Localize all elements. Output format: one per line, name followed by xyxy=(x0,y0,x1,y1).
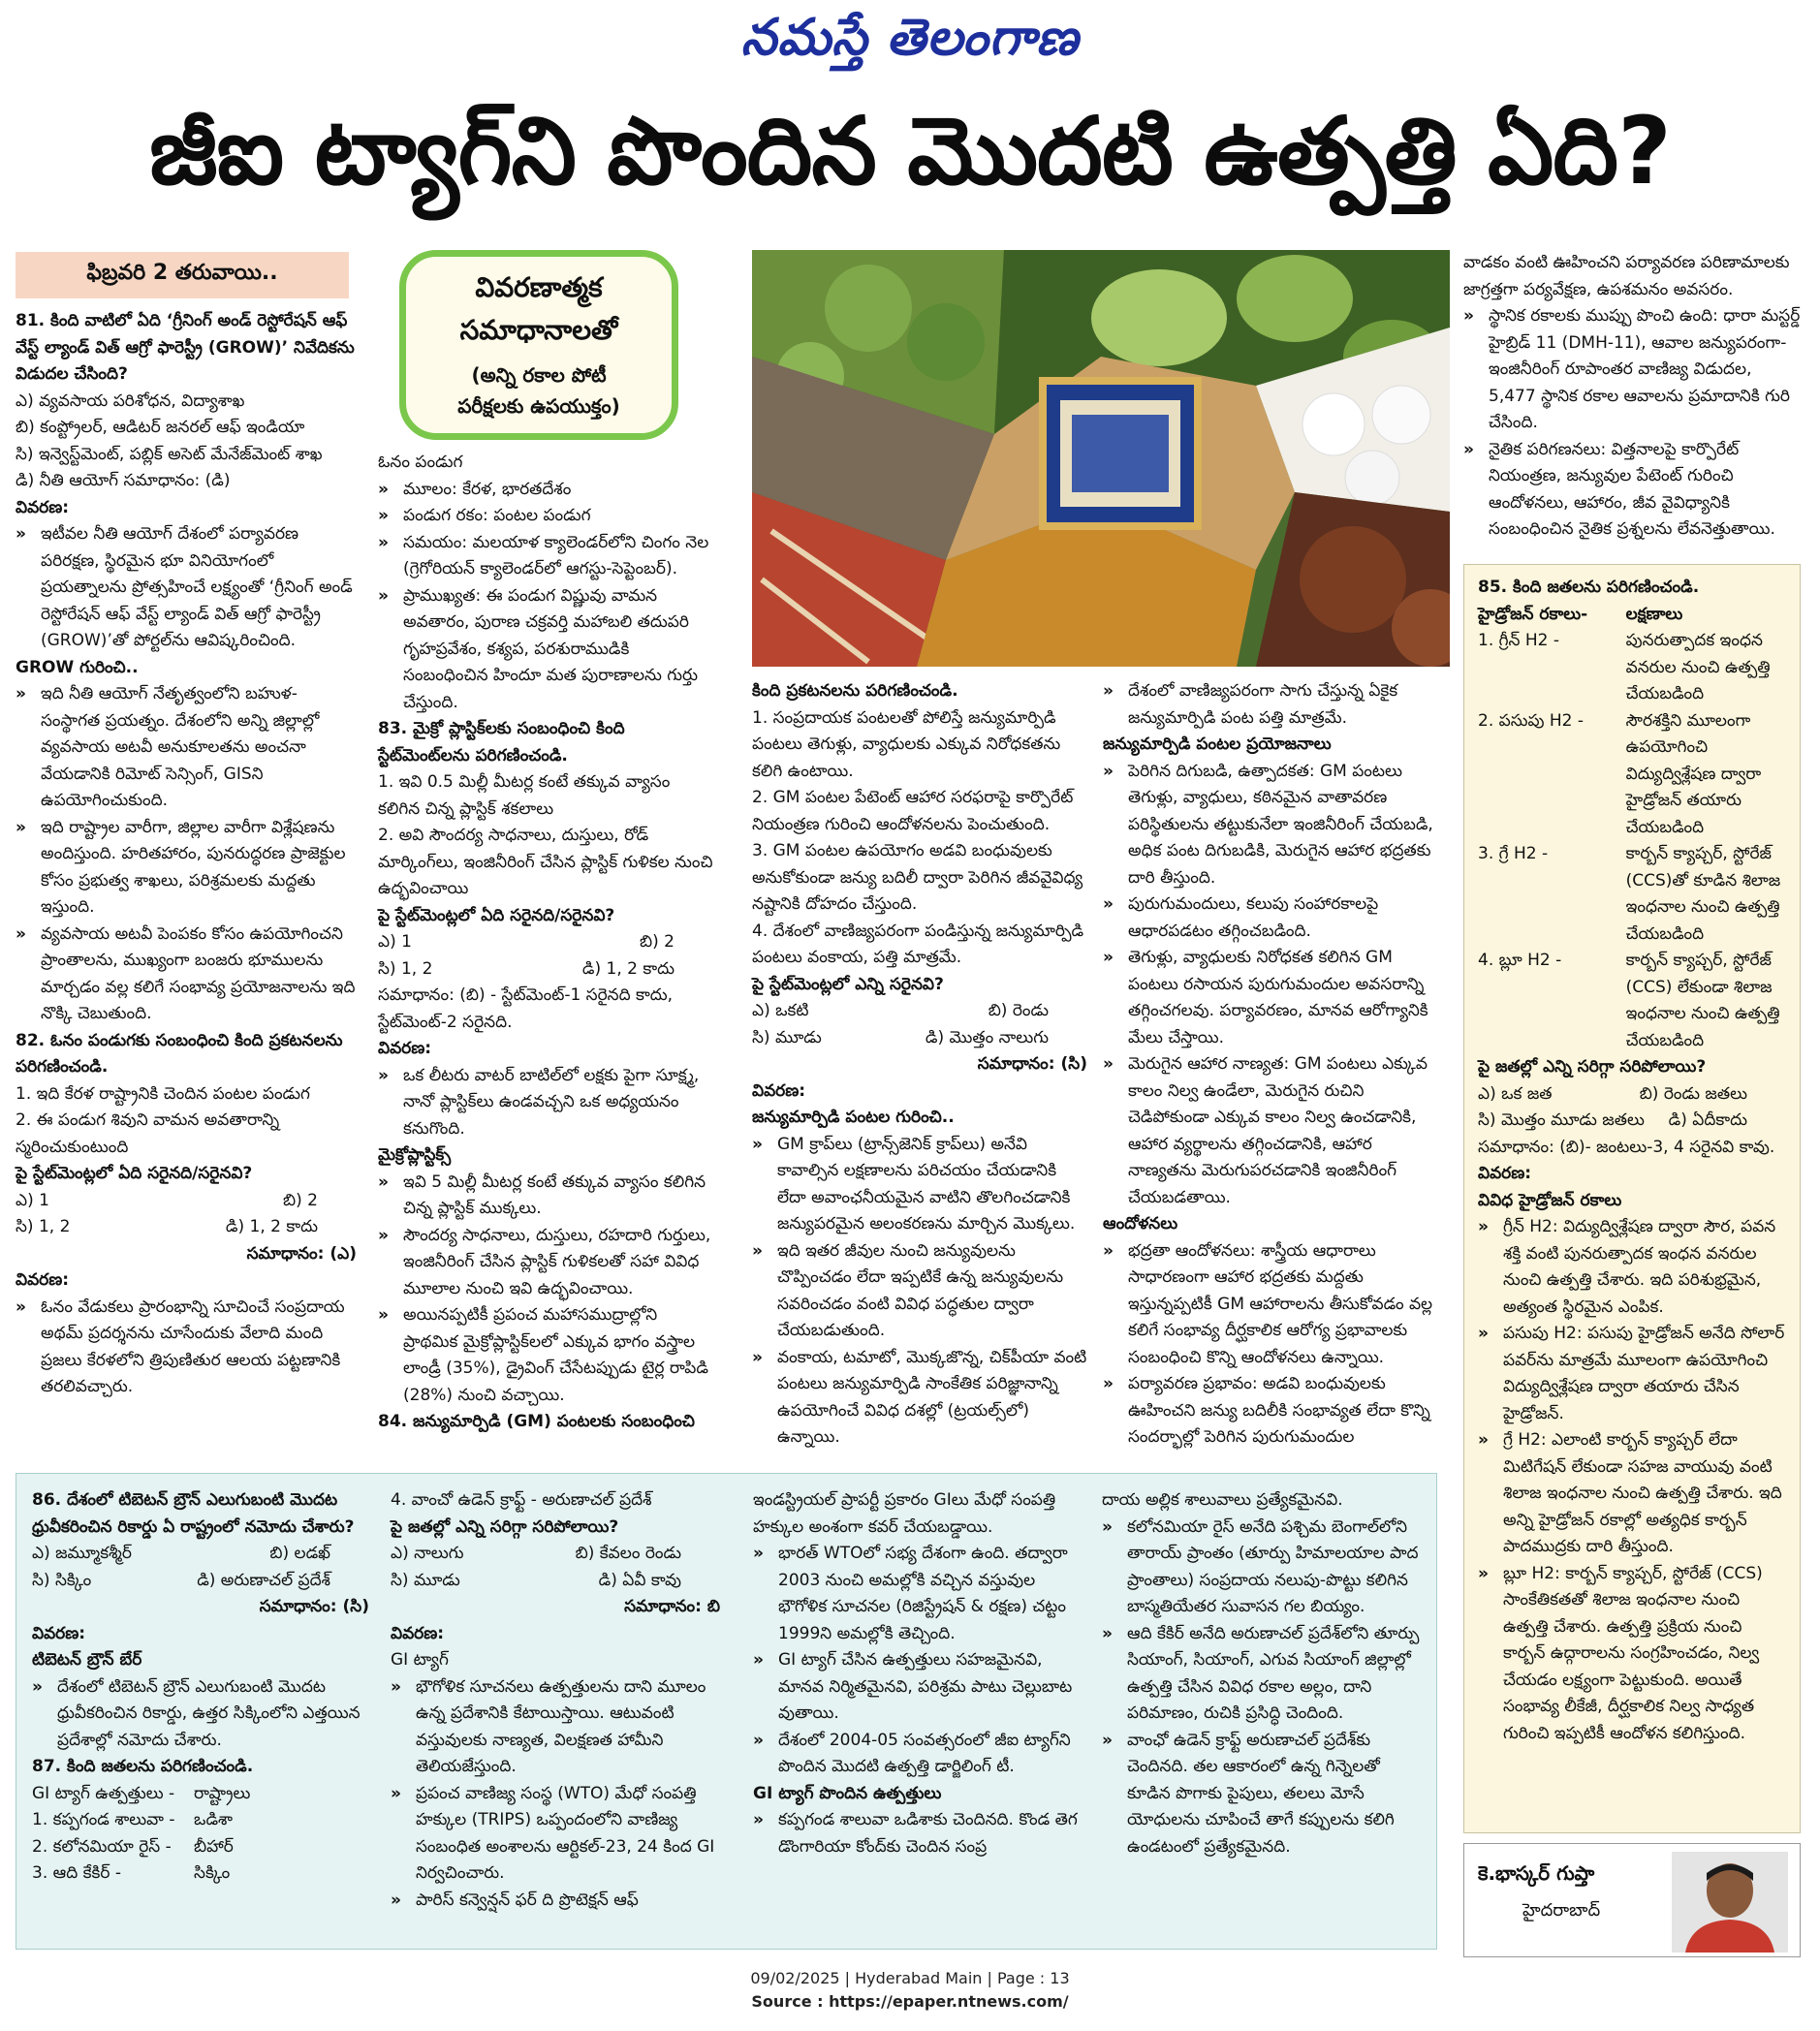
section-heading: వివరణ: xyxy=(752,1080,806,1101)
pair-right: కార్బన్ క్యాప్చర్, స్టోరేజ్ (CCS) లేకుండా శిలాజ ఇంధనాల నుంచి ఉత్పత్తి చేయబడింది xyxy=(1625,951,1780,1050)
masthead-logo: నమస్తే తెలంగాణ xyxy=(740,8,1080,67)
answer-line: సమాధానం: (ఎ) xyxy=(246,1243,357,1264)
answer-options xyxy=(32,1541,369,1568)
option-left: సి) మూడు xyxy=(752,1027,822,1047)
section-heading: వివిధ హైడ్రోజన్ రకాలు xyxy=(1478,1190,1622,1210)
author-box xyxy=(1463,1843,1801,1957)
answer-line: సమాధానం: బి xyxy=(624,1597,720,1616)
option-left: సి) మొత్తం మూడు జతలు xyxy=(1478,1110,1645,1130)
answer-line: సమాధానం: (సి) xyxy=(977,1054,1087,1074)
question-85-content xyxy=(1464,565,1800,1757)
option-right: డి) మొత్తం నాలుగు xyxy=(925,1027,1049,1047)
body-text: ఇండస్ట్రియల్ ప్రాపర్టీ ప్రకారం GIలు మేధో సంపత్తి హక్కుల అంశంగా కవర్ చేయబడ్డాయి. xyxy=(753,1490,1056,1537)
pair-row xyxy=(32,1834,369,1861)
body-text: 2. అవి సౌందర్య సాధనాలు, దుస్తులు, రోడ్ మార్కింగ్‌లు, ఇంజినీరింగ్ చేసిన ప్లాస్టిక్ గుళికల నుంచి ఉద్భవించాయి xyxy=(378,826,713,898)
callout-line1: వివరణాత్మక xyxy=(475,271,603,303)
answer-line: సమాధానం: (సి) xyxy=(259,1597,369,1616)
body-text: సి) ఇన్వెస్ట్‌మెంట్, పబ్లిక్ అసెట్ మేనేజ్‌మెంట్ శాఖ xyxy=(16,444,323,464)
author-name: కె.భాస్కర్ గుప్తా xyxy=(1478,1861,1595,1885)
pair-left: 2. కలోనమియా రైస్ - xyxy=(32,1836,172,1857)
bullet-point: » ప్రాముఖ్యత: ఈ పండుగ విష్ణువు వామన అవతారం, పురాణ చక్రవర్తి మహాబలి తదుపరి గృహప్రవేశం, కశ్యప, పరశురాముడికి సంబంధించిన హిందూ మత పురాణాలను గుర్తు చేస్తుంది. xyxy=(378,583,713,717)
body-text: 4. దేశంలో వాణిజ్యపరంగా పండిస్తున్న జన్యుమార్పిడి పంటలు వంకాయ, పత్తి మాత్రమే. xyxy=(752,921,1084,967)
bullet-point: » పురుగుమందులు, కలుపు సంహారకాలపై ఆధారపడటం తగ్గించబడింది. xyxy=(1103,891,1442,945)
question-text: 87. కింది జతలను పరిగణించండి. xyxy=(32,1757,254,1776)
box-column-2 xyxy=(391,1487,720,1914)
option-right: బి) 2 xyxy=(283,1190,318,1210)
bullet-point: » పర్యావరణ ప్రభావం: అడవి బంధువులకు ఊహించని జన్యు బదిలీకి సంభావ్యత లేదా కొన్ని సందర్భాల్లో పెరిగిన పురుగుమందుల xyxy=(1103,1371,1442,1452)
box-column-3 xyxy=(753,1487,1083,1860)
answer-options xyxy=(752,998,1087,1025)
body-text: ఎ) వ్యవసాయ పరిశోధన, విద్యాశాఖ xyxy=(16,391,245,411)
bullet-point: » దేశంలో వాణిజ్యపరంగా సాగు చేస్తున్న ఏకైక జన్యుమార్పిడి పంట పత్తి మాత్రమే. xyxy=(1103,678,1442,732)
section-heading: వివరణ: xyxy=(391,1623,445,1643)
question-text: 81. కింది వాటిలో ఏది ‘గ్రీనింగ్ అండ్ రెస్టోరేషన్ ఆఫ్ వేస్ట్ ల్యాండ్ విత్ ఆగ్రో ఫారెస్ట్రీ (GROW)’ నివేదికను విడుదల చేసింది? xyxy=(16,311,355,384)
body-text: 4. వాంచో ఉడెన్ క్రాఫ్ట్ - అరుణాచల్ ప్రదేశ్ xyxy=(391,1490,652,1510)
bullet-point: » భౌగోళిక సూచనలు ఉత్పత్తులను దాని మూలం ఉన్న ప్రదేశానికి కేటాయిస్తాయి. ఆటువంటి వస్తువులకు నాణ్యత, విలక్షణత హామీని తెలియజేస్తుంది. xyxy=(391,1674,720,1781)
bullet-point: » పెరిగిన దిగుబడి, ఉత్పాదకత: GM పంటలు తెగుళ్లు, వ్యాధులు, కఠినమైన వాతావరణ పరిస్థితులను తట్టుకునేలా ఇంజినీరింగ్ చేయబడి, అధిక పంట దిగుబడికి, మెరుగైన ఆహార భద్రతకు దారి తీస్తుంది. xyxy=(1103,759,1442,892)
question-text: పై స్టేట్‌మెంట్లలో ఏది సరైనది/సరైనవి? xyxy=(378,905,615,925)
bullet-point: » ఇది రాష్ట్రాల వారీగా, జిల్లాల వారీగా విశ్లేషణను అందిస్తుంది. హరితహారం, పునరుద్ధరణ ప్రాజెక్టుల కోసం ప్రభుత్వ శాఖలు, పరిశ్రమలకు మద్దతు ఇస్తుంది. xyxy=(16,815,357,922)
bullet-point: » ఇది ఇతర జీవుల నుంచి జన్యువులను చొప్పించడం లేదా ఇప్పటికే ఉన్న జన్యువులను సవరించడం వంటి వివిధ పద్ధతుల ద్వారా చేయబడుతుంది. xyxy=(752,1238,1087,1345)
pair-left: హైడ్రోజన్ రకాలు- xyxy=(1478,604,1588,624)
section-heading: వివరణ: xyxy=(32,1623,86,1643)
option-left: సి) 1, 2 xyxy=(378,958,433,979)
bullet-point: » GM క్రాప్‌లు (ట్రాన్స్‌జెనిక్ క్రాప్‌లు) అనేవి కావాల్సిన లక్షణాలను పరిచయం చేయడానికి లేదా అవాంఛనీయమైన వాటిని తొలగించడానికి జన్యుపరమైన అలంకరణను మార్చిన మొక్కలు. xyxy=(752,1132,1087,1238)
question-text: కింది ప్రకటనలను పరిగణించండి. xyxy=(752,681,958,701)
pair-row xyxy=(1478,948,1786,1054)
answer-options xyxy=(16,1214,357,1241)
section-heading: వివరణ: xyxy=(378,1039,432,1058)
section-heading: మైక్రోప్లాస్టిక్స్ xyxy=(378,1145,452,1165)
option-left: ఎ) ఒకటి xyxy=(752,1001,809,1020)
pair-row xyxy=(1478,602,1786,629)
option-right: డి) ఏవీ కావు xyxy=(598,1570,681,1590)
bullet-point: » తెగుళ్లు, వ్యాధులకు నిరోధకత కలిగిన GM పంటలు రసాయన పురుగుమందుల అవసరాన్ని తగ్గించగలవు. పర్యావరణం, మానవ ఆరోగ్యానికి మేలు చేస్తాయి. xyxy=(1103,945,1442,1051)
bullet-point: » దేశంలో 2004-05 సంవత్సరంలో జీఐ ట్యాగ్‌ని పొందిన మొదటి ఉత్పత్తి డార్జిలింగ్ టీ. xyxy=(753,1728,1083,1781)
pair-right: ఒడిశా xyxy=(194,1810,234,1829)
option-right: బి) లడఖ్ xyxy=(269,1544,330,1563)
option-right: డి) 1, 2 కాదు xyxy=(581,958,675,979)
column-5 xyxy=(1463,250,1801,544)
bullet-point: » పారిస్ కన్వెన్షన్ ఫర్ ది ప్రొటెక్షన్ ఆఫ్ xyxy=(391,1888,720,1915)
callout-line3: (అన్ని రకాల పోటీ xyxy=(471,363,607,387)
pair-left: 1. గ్రీన్ H2 - xyxy=(1478,631,1560,650)
option-right: డి) ఏదీకాదు xyxy=(1668,1110,1747,1130)
pair-right: సౌరశక్తిని మూలంగా ఉపయోగించి విద్యుద్విశ్లేషణ ద్వారా హైడ్రోజన్ తయారు చేయబడింది xyxy=(1625,710,1762,837)
footer-source: Source : https://epaper.ntnews.com/ xyxy=(751,1992,1069,2011)
date-banner: ఫిబ్రవరి 2 తరువాయి.. xyxy=(16,252,349,298)
pair-left: 4. బ్లూ H2 - xyxy=(1478,951,1562,970)
bullet-point: » కలోనమియా రైస్ అనేది పశ్చిమ బెంగాల్‌లోని తారాయ్ ప్రాంతం (తూర్పు హిమాలయాల పాద ప్రాంతాలు) సంప్రదాయ నలుపు-పొట్టు కలిగిన బాస్మతియేతర సువాసన గల బియ్యం. xyxy=(1102,1515,1422,1621)
body-text: వాడకం వంటి ఊహించని పర్యావరణ పరిణామాలకు జాగ్రత్తగా పర్యవేక్షణ, ఉపశమనం అవసరం. xyxy=(1463,253,1790,299)
option-left: సి) 1, 2 xyxy=(16,1217,71,1236)
body-text: దాయ అల్లిక శాలువాలు ప్రత్యేకమైనవి. xyxy=(1102,1490,1343,1510)
option-left: ఎ) 1 xyxy=(378,932,412,952)
bullet-point: » నైతిక పరిగణనలు: విత్తనాలపై కార్పొరేట్ నియంత్రణ, జన్యువుల పేటెంట్ గురించి ఆందోళనలు, ఆహారం, జీవ వైవిధ్యానికి సంబంధించిన నైతిక ప్రశ్నలను లేవనెత్తుతాయి. xyxy=(1463,437,1801,544)
option-right: డి) 1, 2 కాదు xyxy=(225,1217,318,1236)
option-right: బి) రెండు xyxy=(988,1001,1049,1020)
questions-86-87-box xyxy=(16,1473,1437,1950)
bullet-point: » స్థానిక రకాలకు ముప్పు పొంచి ఉంది: ధారా మస్టర్డ్ హైబ్రిడ్ 11 (DMH-11), ఆవాల జన్యుపరంగా-ఇంజినీరింగ్ రూపాంతర వాణిజ్య విడుదల, 5,477 స్థానిక రకాల ఆవాలను ప్రమాదానికి గురి చేసింది. xyxy=(1463,303,1801,437)
option-left: ఎ) జమ్మూకశ్మీర్ xyxy=(32,1544,132,1563)
body-text: సమాధానం: (బి) - స్టేట్‌మెంట్-1 సరైనది కాదు, స్టేట్‌మెంట్-2 సరైనది. xyxy=(378,985,674,1032)
section-heading: జన్యుమార్పిడి పంటల ప్రయోజనాలు xyxy=(1103,734,1332,754)
pair-right: బీహార్ xyxy=(194,1836,234,1857)
answer-options xyxy=(391,1541,720,1568)
bullet-point: » పండుగ రకం: పంటల పండుగ xyxy=(378,503,713,530)
pair-row xyxy=(1478,708,1786,842)
answer-options xyxy=(16,1188,357,1215)
section-heading: GROW గురించి.. xyxy=(16,657,139,677)
bullet-point: » ఇటీవల నీతి ఆయోగ్ దేశంలో పర్యావరణ పరిరక్షణ, స్థిరమైన భూ వినియోగంలో ప్రయత్నాలను ప్రోత్సహించే లక్ష్యంతో ‘గ్రీనింగ్ అండ్ రెస్టోరేషన్ ఆఫ్ వేస్ట్ ల్యాండ్ విత్ ఆగ్రో ఫారెస్ట్రీ (GROW)’తో పోర్టల్‌ను ఆవిష్కరించింది. xyxy=(16,521,357,655)
bullet-point: » దేశంలో టిబెటన్ బ్రౌన్ ఎలుగుబంటి మొదట ధ్రువీకరించిన రికార్డు, ఉత్తర సిక్కింలోని ఎత్తయిన ప్రదేశాల్లో నమోదు చేశారు. xyxy=(32,1674,369,1755)
answer-options xyxy=(378,929,713,956)
box-column-1 xyxy=(32,1487,369,1888)
page-headline: జీఐ ట్యాగ్‌ని పొందిన మొదటి ఉత్పత్తి ఏది? xyxy=(149,97,1671,205)
bullet-point: » సౌందర్య సాధనాలు, దుస్తులు, రహదారి గుర్తులు, ఇంజినీరింగ్ చేసిన ప్లాస్టిక్ గుళికలతో సహా వివిధ మూలాల నుంచి ఇవి ఉద్భవించాయి. xyxy=(378,1223,713,1303)
body-text: ఓనం పండుగ xyxy=(378,453,463,472)
pair-row xyxy=(32,1807,369,1834)
bullet-point: » కప్పగండ శాలువా ఒడిశాకు చెందినది. కొండ తెగ డొంగారియా కోంద్‌కు చెందిన సంప్ర xyxy=(753,1807,1083,1860)
bullet-point: » ఒక లీటరు వాటర్ బాటిల్‌లో లక్షకు పైగా సూక్ష్మ, నానో ప్లాస్టిక్‌లు ఉండవచ్చని ఒక అధ్యయనం కనుగొంది. xyxy=(378,1063,713,1143)
bullet-point: » ఇది నీతి ఆయోగ్ నేతృత్వంలోని బహుళ-సంస్థాగత ప్రయత్నం. దేశంలోని అన్ని జిల్లాల్లో వ్యవసాయ అటవీ అనుకూలతను అంచనా వేయడానికి రిమోట్ సెన్సింగ్, GISని ఉపయోగించుకుంది. xyxy=(16,681,357,815)
pair-left: 3. ఆది కేకిర్ - xyxy=(32,1863,121,1883)
box-column-4 xyxy=(1102,1487,1422,1860)
author-photo xyxy=(1672,1852,1788,1953)
bullet-point: » భారత్ WTOలో సభ్య దేశంగా ఉంది. తద్వారా 2003 నుంచి అమల్లోకి వచ్చిన వస్తువుల భౌగోళిక సూచనల (రిజిస్ట్రేషన్ & రక్షణ) చట్టం 1999ని అమల్లోకి తెచ్చింది. xyxy=(753,1541,1083,1647)
column-4 xyxy=(1103,678,1442,1452)
body-text: 3. GM పంటల ఉపయోగం అడవి బంధువులకు అనుకోకుండా జన్యు బదిలీ ద్వారా పెరిగిన జీవవైవిధ్య నష్టానికి దోహదం చేస్తుంది. xyxy=(752,841,1083,914)
option-left: ఎ) 1 xyxy=(16,1190,49,1210)
column-2 xyxy=(378,450,713,1436)
question-text: 83. మైక్రో ప్లాస్టిక్‌లకు సంబంధించి కింది స్టేట్‌మెంట్‌లను పరిగణించండి. xyxy=(378,719,625,766)
page-footer xyxy=(0,1967,1820,2014)
body-text: 1. ఇవి 0.5 మిల్లీ మీటర్ల కంటే తక్కువ వ్యాసం కలిగిన చిన్న ప్లాస్టిక్ శకలాలు xyxy=(378,772,671,819)
pair-left: 3. గ్రే H2 - xyxy=(1478,844,1549,863)
bullet-point: » బ్లూ H2: కార్బన్ క్యాప్చర్, స్టోరేజ్ (CCS) సాంకేతికతతో శిలాజ ఇంధనాల నుంచి ఉత్పత్తి చేశారు. ఉత్పత్తి ప్రక్రియ నుంచి కార్బన్ ఉద్గారాలను సంగ్రహించడం, నిల్వ చేయడం లక్ష్యంగా పెట్టుకుంది. అయితే సంభావ్య లీకేజీ, దీర్ఘకాలిక నిల్వ సాధ్యత గురించి ఇప్పటికీ ఆందోళన కలిగిస్తుంది. xyxy=(1478,1561,1786,1748)
question-text: పై స్టేట్‌మెంట్లలో ఎన్ని సరైనవి? xyxy=(752,974,944,994)
body-text: బి) కంప్ట్రోలర్, ఆడిటర్ జనరల్ ఆఫ్ ఇండియా xyxy=(16,418,305,437)
bullet-point: » అయినప్పటికీ ప్రపంచ మహాసముద్రాల్లోని ప్రాథమిక మైక్రోప్లాస్టిక్‌లలో ఎక్కువ భాగం వస్త్రాల లాండ్రీ (35%), డ్రైవింగ్ చేసేటప్పుడు టైర్ల రాపిడి (28%) నుంచి వచ్చాయి. xyxy=(378,1302,713,1409)
pair-row xyxy=(1478,841,1786,948)
option-left: ఎ) నాలుగు xyxy=(391,1544,464,1563)
bullet-point: » వ్యవసాయ అటవీ పెంపకం కోసం ఉపయోగించని ప్రాంతాలను, ముఖ్యంగా బంజరు భూములను మార్చడం వల్ల కలిగే సంభావ్య ప్రయోజనాలను ఇది నొక్కి చెబుతుంది. xyxy=(16,922,357,1028)
section-heading: టిబెటన్ బ్రౌన్ బేర్ xyxy=(32,1650,142,1670)
explanatory-answers-callout xyxy=(399,250,678,440)
bullet-point: » భద్రతా ఆందోళనలు: శాస్త్రీయ ఆధారాలు సాధారణంగా ఆహార భద్రతకు మద్దతు ఇస్తున్నప్పటికీ GM ఆహారాలను తీసుకోవడం వల్ల కలిగే సంభావ్య దీర్ఘకాలిక ఆరోగ్య ప్రభావాలకు సంబంధించి కొన్ని ఆందోళనలు ఉన్నాయి. xyxy=(1103,1238,1442,1372)
bullet-point: » వంకాయ, టమాటో, మొక్కజొన్న, చిక్‌పీయా వంటి పంటలు జన్యుమార్పిడి సాంకేతిక పరిజ్ఞానాన్ని ఉపయోగించే వివిధ దశల్లో (ట్రయల్స్‌లో) ఉన్నాయి. xyxy=(752,1345,1087,1452)
option-left: ఎ) ఒక జత xyxy=(1478,1083,1553,1104)
bullet-point: » పసుపు H2: పసుపు హైడ్రోజన్ అనేది సోలార్ పవర్‌ను మాత్రమే మూలంగా ఉపయోగించి విద్యుద్విశ్లేషణ ద్వారా తయారు చేసిన హైడ్రోజన్. xyxy=(1478,1321,1786,1427)
question-text: పై జతల్లో ఎన్ని సరిగ్గా సరిపోలాయి? xyxy=(1478,1057,1707,1077)
section-heading: ఆందోళనలు xyxy=(1103,1214,1178,1234)
answer-options xyxy=(378,956,713,984)
question-text: పై స్టేట్‌మెంట్లలో ఏది సరైనది/సరైనవి? xyxy=(16,1164,253,1183)
bullet-point: » మూలం: కేరళ, భారతదేశం xyxy=(378,477,713,504)
pair-left: 2. పసుపు H2 - xyxy=(1478,710,1585,731)
callout-line4: పరీక్షలకు ఉపయుక్తం) xyxy=(457,394,620,418)
bullet-point: » ఇవి 5 మిల్లీ మీటర్ల కంటే తక్కువ వ్యాసం కలిగిన చిన్న ప్లాస్టిక్ ముక్కలు. xyxy=(378,1170,713,1223)
pair-right: సిక్కిం xyxy=(194,1863,231,1883)
section-heading: వివరణ: xyxy=(16,1270,70,1290)
answer-options xyxy=(1478,1108,1786,1135)
option-left: సి) మూడు xyxy=(391,1570,460,1590)
section-heading: GI ట్యాగ్ పొందిన ఉత్పత్తులు xyxy=(753,1783,942,1803)
body-text: 2. GM పంటల పేటెంట్ ఆహార సరఫరాపై కార్పొరేట్ నియంత్రణ గురించి ఆందోళనలను పెంచుతుంది. xyxy=(752,788,1074,834)
option-left: సి) సిక్కిం xyxy=(32,1570,92,1590)
author-location: హైదరాబాద్ xyxy=(1522,1900,1601,1921)
answer-options xyxy=(32,1568,369,1595)
question-text: 86. దేశంలో టిబెటన్ బ్రౌన్ ఎలుగుబంటి మొదట ధ్రువీకరించిన రికార్డు ఏ రాష్ట్రంలో నమోదు చేశారు? xyxy=(32,1490,355,1537)
bullet-point: » ప్రపంచ వాణిజ్య సంస్థ (WTO) మేధో సంపత్తి హక్కుల (TRIPS) ఒప్పందంలోని వాణిజ్య సంబంధిత అంశాలను ఆర్టికల్-23, 24 కింద GI నిర్వచించారు. xyxy=(391,1781,720,1888)
pair-row xyxy=(1478,628,1786,708)
section-heading: జన్యుమార్పిడి పంటల గురించి.. xyxy=(752,1108,955,1127)
option-right: బి) కేవలం రెండు xyxy=(575,1544,681,1563)
bullet-point: » గ్రీన్ H2: విద్యుద్విశ్లేషణ ద్వారా సౌర, పవన శక్తి వంటి పునరుత్పాదక ఇంధన వనరుల నుంచి ఉత్పత్తి చేశారు. ఇది పరిశుభ్రమైన, అత్యంత స్థిరమైన ఎంపిక. xyxy=(1478,1214,1786,1321)
pair-right: రాష్ట్రాలు xyxy=(194,1783,251,1803)
pair-right: లక్షణాలు xyxy=(1625,604,1683,624)
body-text: 2. ఈ పండుగ శివుని వామన అవతారాన్ని స్మరించుకుంటుంది xyxy=(16,1110,280,1157)
callout-line2: సమాధానాలతో xyxy=(459,314,618,346)
pair-right: పునరుత్పాదక ఇంధన వనరుల నుంచి ఉత్పత్తి చేయబడింది xyxy=(1625,631,1771,703)
bullet-point: » మెరుగైన ఆహార నాణ్యత: GM పంటలు ఎక్కువ కాలం నిల్వ ఉండేలా, మెరుగైన రుచిని చెడిపోకుండా ఎక్కువ కాలం నిల్వ ఉంచడానికి, ఆహార వ్యర్థాలను తగ్గించడానికి, ఆహార నాణ్యతను మెరుగుపరచడానికి ఇంజినీరింగ్ చేయబడతాయి. xyxy=(1103,1051,1442,1211)
pair-row xyxy=(32,1860,369,1888)
question-text: 85. కింది జతలను పరిగణించండి. xyxy=(1478,578,1700,597)
bullet-point: » GI ట్యాగ్ చేసిన ఉత్పత్తులు సహజమైనవి, మానవ నిర్మితమైనవి, పరిశ్రమ పాటు చెల్లుబాట వుతాయి. xyxy=(753,1647,1083,1728)
body-text: 1. సంప్రదాయక పంటలతో పోలిస్తే జన్యుమార్పిడి పంటలు తెగుళ్లు, వ్యాధులకు ఎక్కువ నిరోధకతను కలిగి ఉంటాయి. xyxy=(752,707,1061,781)
bullet-point: » వాంఛో ఉడెన్ క్రాఫ్ట్ అరుణాచల్ ప్రదేశ్‌కు చెందినది. తల ఆకారంలో ఉన్న గిన్నెలతో కూడిన పొగాకు పైపులు, తలలు మోసే యోధులను చూపించే తాగే కప్పులను కలిగి ఉండటంలో ప్రత్యేకమైనది. xyxy=(1102,1728,1422,1861)
pair-left: GI ట్యాగ్ ఉత్పత్తులు - xyxy=(32,1783,175,1803)
section-heading: వివరణ: xyxy=(1478,1164,1532,1183)
pair-right: కార్బన్ క్యాప్చర్, స్టోరేజ్ (CCS)తో కూడిన శిలాజ ఇంధనాల నుంచి ఉత్పత్తి చేయబడింది xyxy=(1625,844,1781,944)
option-right: బి) 2 xyxy=(640,932,675,952)
pair-left: 1. కప్పగండ శాలువా - xyxy=(32,1810,175,1829)
gi-products-photo-collage xyxy=(752,250,1450,667)
column-1 xyxy=(16,308,357,1401)
answer-options xyxy=(391,1568,720,1595)
section-heading: వివరణ: xyxy=(16,497,70,517)
question-text: 82. ఓనం పండుగకు సంబంధించి కింది ప్రకటనలను పరిగణించండి. xyxy=(16,1030,343,1077)
body-text: 1. ఇది కేరళ రాష్ట్రానికి చెందిన పంటల పండుగ xyxy=(16,1083,310,1104)
option-right: బి) రెండు జతలు xyxy=(1639,1083,1747,1104)
bullet-point: » గ్రే H2: ఎలాంటి కార్బన్ క్యాప్చర్ లేదా మిటిగేషన్ లేకుండా సహజ వాయువు వంటి శిలాజ ఇంధనాల నుంచి ఉత్పత్తి చేశారు. ఇది అన్ని హైడ్రోజన్ రకాల్లో అత్యధిక కార్బన్ పాదముద్రకు దారి తీస్తుంది. xyxy=(1478,1427,1786,1561)
collage-image xyxy=(752,250,1450,667)
footer-edition-info: 09/02/2025 | Hyderabad Main | Page : 13 xyxy=(750,1969,1070,1987)
bullet-point: » ఓనం వేడుకలు ప్రారంభాన్ని సూచించే సంప్రదాయ అథమ్ ప్రదర్శనను చూసేందుకు వేలాది మంది ప్రజలు కేరళలోని త్రిపుణితుర ఆలయ పట్టణానికి తరలివచ్చారు. xyxy=(16,1295,357,1401)
answer-options xyxy=(752,1025,1087,1052)
answer-options xyxy=(1478,1081,1786,1109)
question-text: పై జతల్లో ఎన్ని సరిగ్గా సరిపోలాయి? xyxy=(391,1516,619,1537)
bullet-point: » సమయం: మలయాళ క్యాలెండర్‌లోని చింగం నెల (గ్రెగోరియన్ క్యాలెండర్‌లో ఆగస్టు-సెప్టెంబర్). xyxy=(378,530,713,583)
body-text: సమాధానం: (బి)- జంటలు-3, 4 సరైనవి కావు. xyxy=(1478,1137,1775,1157)
question-85-box xyxy=(1463,564,1801,1833)
option-right: డి) అరుణాచల్ ప్రదేశ్ xyxy=(197,1570,330,1590)
column-3 xyxy=(752,678,1087,1452)
pair-row xyxy=(32,1781,369,1808)
body-text: డి) నీతి ఆయోగ్ సమాధానం: (డి) xyxy=(16,471,231,490)
question-text: 84. జన్యుమార్పిడి (GM) పంటలకు సంబంధించి xyxy=(378,1412,695,1431)
body-text: GI ట్యాగ్ xyxy=(391,1650,449,1670)
bullet-point: » ఆది కేకిర్ అనేది అరుణాచల్ ప్రదేశ్‌లోని తూర్పు సియాంగ్, సియాంగ్, ఎగువ సియాంగ్ జిల్లాల్లో ఉత్పత్తి చేసిన వివిధ రకాల అల్లం, దాని పరిమాణం, రుచికి ప్రసిద్ధి చెందింది. xyxy=(1102,1621,1422,1728)
